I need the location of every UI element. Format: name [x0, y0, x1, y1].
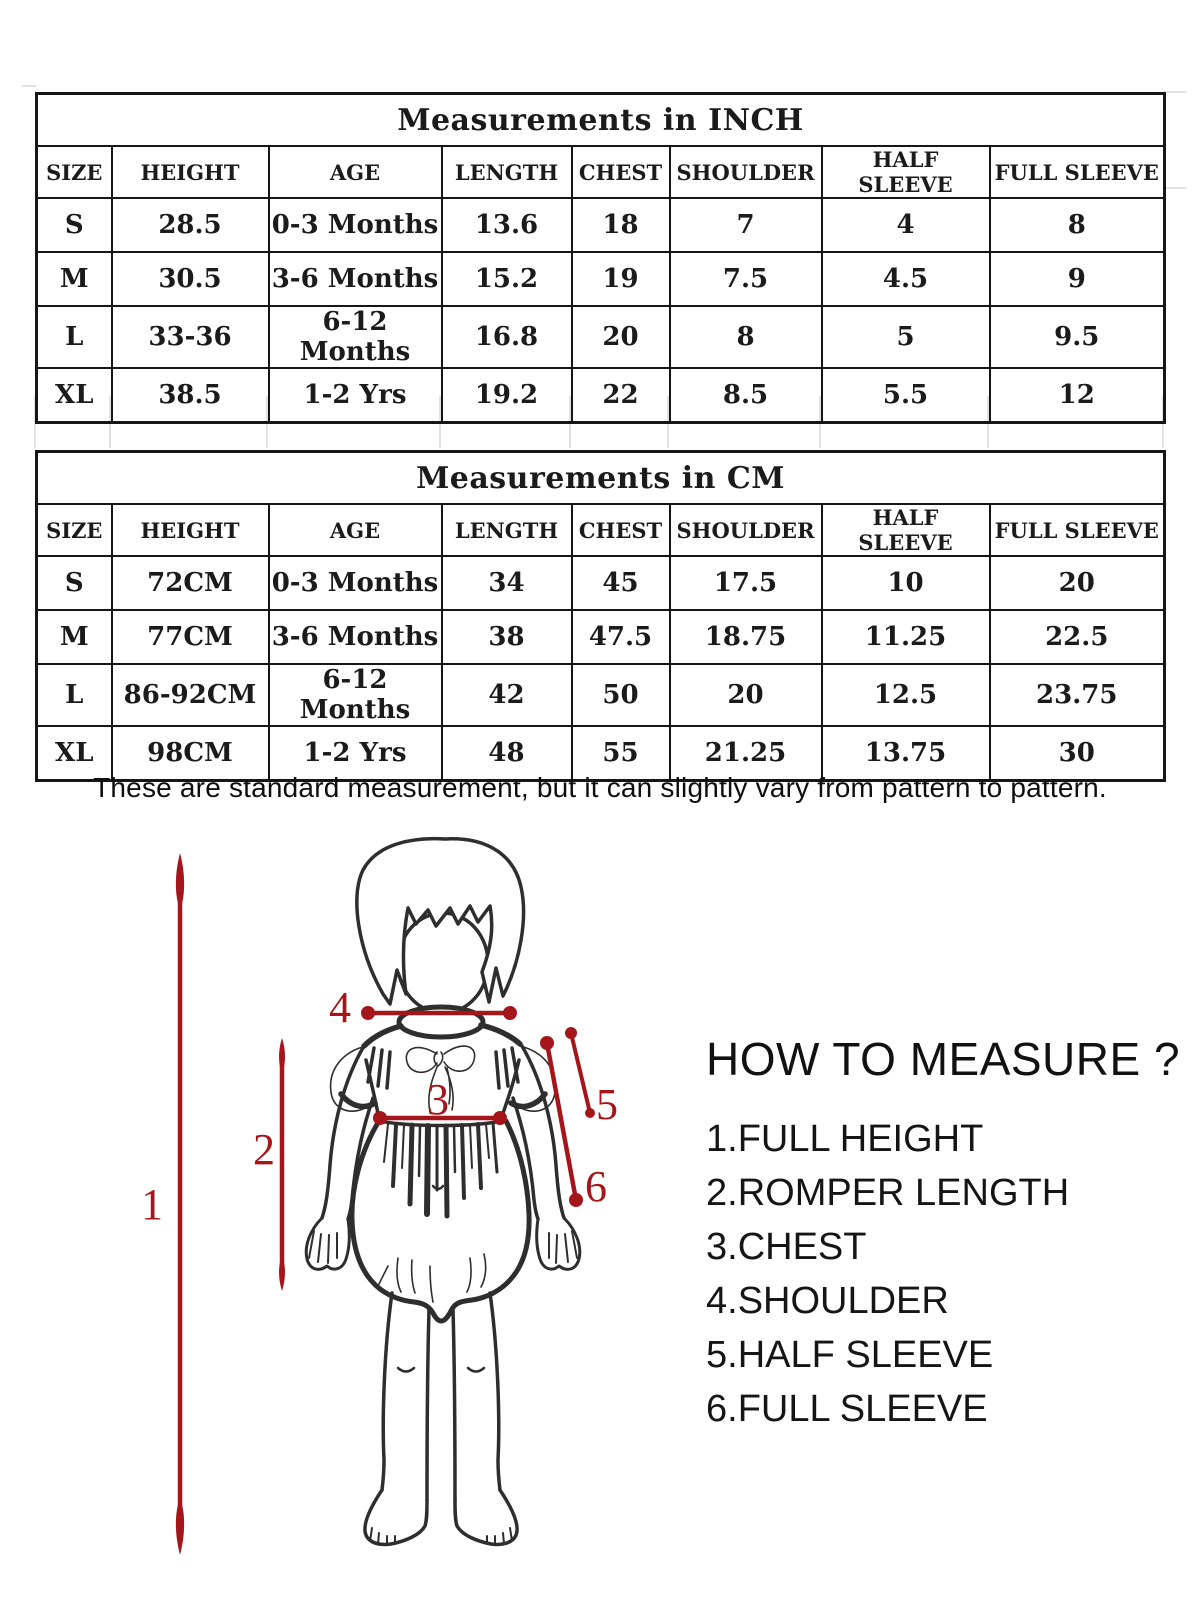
- table-cell: 16.8: [442, 306, 572, 368]
- table-cell: 17.5: [670, 556, 822, 610]
- how-to-measure-item: 2.ROMPER LENGTH: [706, 1172, 1070, 1214]
- how-to-measure-section: [706, 1032, 1186, 1436]
- table-cell: 6-12 Months: [269, 306, 442, 368]
- table-cell: 34: [442, 556, 572, 610]
- cm-table: [35, 450, 1166, 782]
- left-foot: [365, 1490, 427, 1544]
- right-fingers: [549, 1231, 577, 1263]
- measure-label-chest: 3: [427, 1075, 449, 1124]
- table-cell: 5: [822, 306, 990, 368]
- left-arm: [322, 1046, 373, 1219]
- table-cell: 23.75: [990, 664, 1165, 726]
- table-cell: 8.5: [670, 368, 822, 423]
- right-foot: [455, 1490, 517, 1544]
- table-cell: 98CM: [112, 726, 269, 781]
- table-cell: 38.5: [112, 368, 269, 423]
- table-cell: 18.75: [670, 610, 822, 664]
- right-toes: [487, 1528, 512, 1545]
- table-cell: 22.5: [990, 610, 1165, 664]
- how-to-measure-list: [706, 1112, 1186, 1436]
- measure-label-full-height: 1: [141, 1180, 163, 1229]
- skirt-gathers: [384, 1123, 497, 1216]
- column-header: SIZE: [37, 146, 112, 198]
- left-fingers: [309, 1231, 337, 1263]
- table-cell: 10: [822, 556, 990, 610]
- inch-table-title: Measurements in INCH: [37, 94, 1165, 147]
- right-hand: [537, 1218, 580, 1269]
- column-header: FULL SLEEVE: [990, 504, 1165, 556]
- column-header: LENGTH: [442, 146, 572, 198]
- inch-table: [35, 92, 1166, 424]
- column-header: AGE: [269, 504, 442, 556]
- column-header: SIZE: [37, 504, 112, 556]
- measure-label-half-sleeve: 5: [596, 1080, 618, 1129]
- face: [398, 913, 488, 1013]
- table-cell: 47.5: [572, 610, 670, 664]
- table-cell: 48: [442, 726, 572, 781]
- column-header: LENGTH: [442, 504, 572, 556]
- how-to-measure-title: HOW TO MEASURE ?: [706, 1033, 1181, 1085]
- table-cell: 77CM: [112, 610, 269, 664]
- column-header: HALF SLEEVE: [822, 504, 990, 556]
- table-cell: 19: [572, 252, 670, 306]
- table-cell: 18: [572, 198, 670, 252]
- table-cell: XL: [37, 726, 112, 781]
- table-cell: 4.5: [822, 252, 990, 306]
- table-row: [37, 368, 1165, 423]
- table-cell: 1-2 Yrs: [269, 726, 442, 781]
- column-header: HEIGHT: [112, 146, 269, 198]
- table-cell: 30: [990, 726, 1165, 781]
- table-cell: 3-6 Months: [269, 252, 442, 306]
- table-row: [37, 306, 1165, 368]
- table-cell: 13.6: [442, 198, 572, 252]
- table-cell: XL: [37, 368, 112, 423]
- table-row: [37, 252, 1165, 306]
- measure-label-shoulder: 4: [329, 983, 351, 1032]
- full-height-measure-line: [176, 853, 184, 1555]
- table-row: [37, 556, 1165, 610]
- table-row: [37, 610, 1165, 664]
- table-cell: L: [37, 306, 112, 368]
- column-header: CHEST: [572, 504, 670, 556]
- table-cell: 19.2: [442, 368, 572, 423]
- column-header: CHEST: [572, 146, 670, 198]
- table-cell: 3-6 Months: [269, 610, 442, 664]
- table-cell: 30.5: [112, 252, 269, 306]
- table-cell: 55: [572, 726, 670, 781]
- measure-lines: [176, 853, 595, 1555]
- table-cell: M: [37, 610, 112, 664]
- table-cell: 20: [670, 664, 822, 726]
- table-cell: 9: [990, 252, 1165, 306]
- table-cell: 50: [572, 664, 670, 726]
- table-cell: 8: [670, 306, 822, 368]
- table-cell: 7.5: [670, 252, 822, 306]
- left-toes: [370, 1528, 395, 1545]
- table-cell: 20: [990, 556, 1165, 610]
- left-leg: [382, 1293, 429, 1500]
- table-cell: 72CM: [112, 556, 269, 610]
- table-cell: 38: [442, 610, 572, 664]
- shoulder-measure-line: [361, 1006, 517, 1020]
- table-cell: 8: [990, 198, 1165, 252]
- table-cell: 5.5: [822, 368, 990, 423]
- how-to-measure-item: 6.FULL SLEEVE: [706, 1388, 988, 1430]
- table-cell: 1-2 Yrs: [269, 368, 442, 423]
- table-cell: 86-92CM: [112, 664, 269, 726]
- table-cell: 45: [572, 556, 670, 610]
- how-to-measure-item: 3.CHEST: [706, 1226, 867, 1268]
- hair: [357, 839, 524, 1004]
- table-cell: 20: [572, 306, 670, 368]
- collar: [399, 1007, 483, 1037]
- cm-table-title: Measurements in CM: [37, 452, 1165, 505]
- table-cell: L: [37, 664, 112, 726]
- table-cell: 6-12 Months: [269, 664, 442, 726]
- column-header: AGE: [269, 146, 442, 198]
- bloomer-ruffles: [379, 1254, 486, 1302]
- table-cell: 13.75: [822, 726, 990, 781]
- column-header: SHOULDER: [670, 146, 822, 198]
- navel: [433, 1186, 443, 1189]
- table-cell: 12.5: [822, 664, 990, 726]
- inch-table-header-row: [37, 146, 1165, 198]
- note-text: These are standard measurement, but it can slightly vary from pattern to pattern.: [93, 772, 1107, 803]
- cm-table-header-row: [37, 504, 1165, 556]
- column-header: HALF SLEEVE: [822, 146, 990, 198]
- table-cell: 12: [990, 368, 1165, 423]
- table-cell: 33-36: [112, 306, 269, 368]
- table-cell: 7: [670, 198, 822, 252]
- column-header: FULL SLEEVE: [990, 146, 1165, 198]
- bloomers: [352, 1121, 529, 1321]
- table-cell: 28.5: [112, 198, 269, 252]
- how-to-measure-item: 5.HALF SLEEVE: [706, 1334, 994, 1376]
- measure-label-full-sleeve: 6: [585, 1162, 607, 1211]
- how-to-measure-item: 1.FULL HEIGHT: [706, 1118, 984, 1160]
- child-figure-illustration: [306, 839, 580, 1545]
- knee-dimples: [398, 1368, 484, 1372]
- table-cell: 9.5: [990, 306, 1165, 368]
- table-cell: 21.25: [670, 726, 822, 781]
- right-arm: [513, 1046, 564, 1219]
- table-cell: S: [37, 556, 112, 610]
- table-cell: 11.25: [822, 610, 990, 664]
- table-row: [37, 664, 1165, 726]
- how-to-measure-item: 4.SHOULDER: [706, 1280, 949, 1322]
- table-row: [37, 198, 1165, 252]
- table-cell: 42: [442, 664, 572, 726]
- table-cell: 4: [822, 198, 990, 252]
- table-cell: 0-3 Months: [269, 556, 442, 610]
- table-cell: M: [37, 252, 112, 306]
- table-cell: 0-3 Months: [269, 198, 442, 252]
- right-leg: [453, 1293, 500, 1500]
- table-cell: S: [37, 198, 112, 252]
- measure-label-romper-length: 2: [253, 1125, 275, 1174]
- table-cell: 22: [572, 368, 670, 423]
- shoulder-seams: [364, 1025, 520, 1046]
- neck: [423, 1008, 462, 1022]
- column-header: SHOULDER: [670, 504, 822, 556]
- column-header: HEIGHT: [112, 504, 269, 556]
- table-cell: 15.2: [442, 252, 572, 306]
- left-hand: [306, 1218, 349, 1269]
